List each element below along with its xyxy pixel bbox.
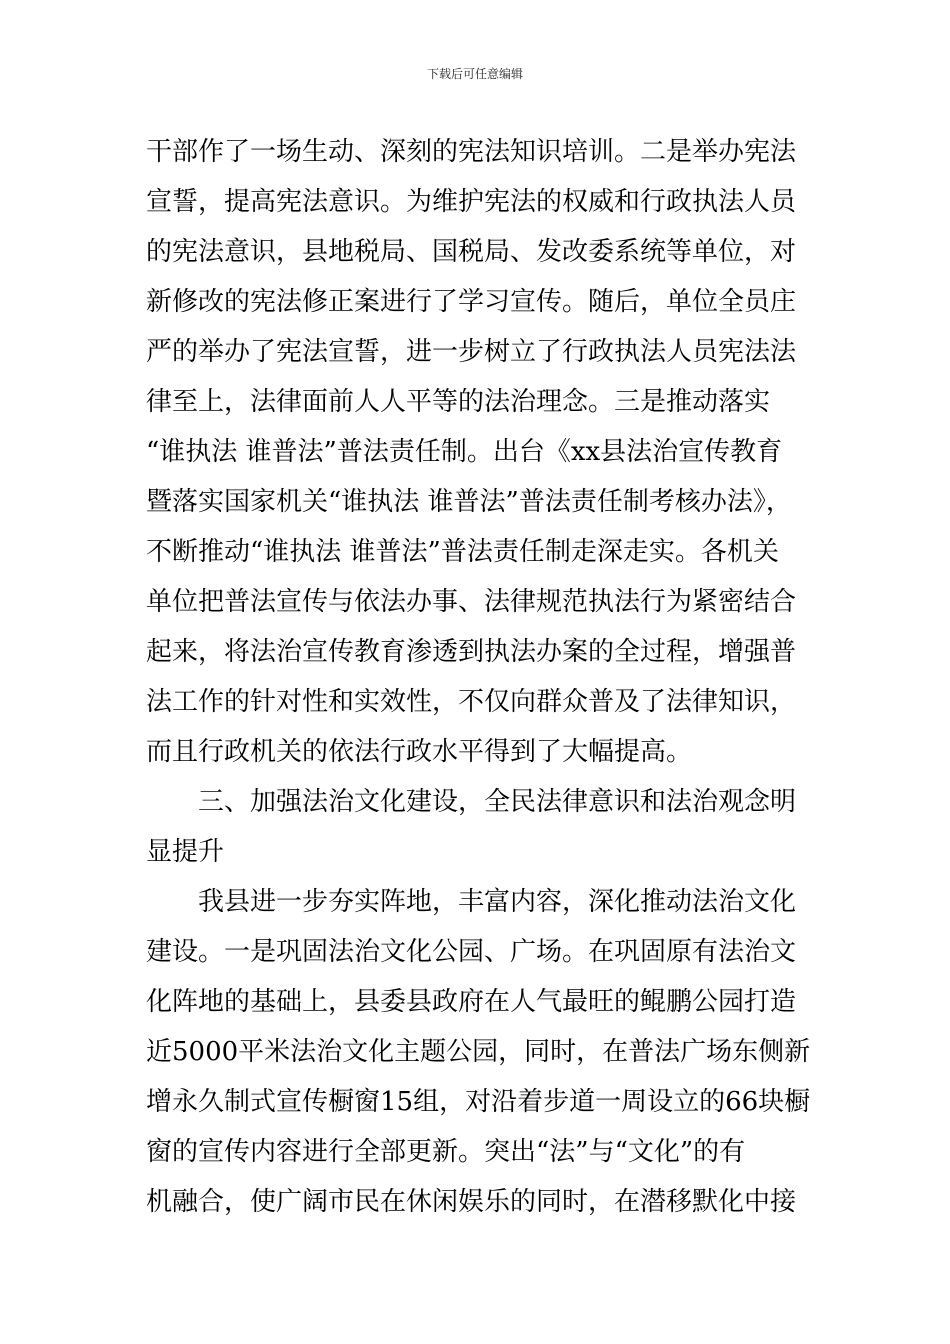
text-line: 宣誓，提高宪法意识。为维护宪法的权威和行政执法人员 [146, 187, 797, 217]
text-line: 不断推动“谁执法 谁普法”普法责任制走深走实。各机关 [146, 537, 779, 567]
text-line: 的宪法意识，县地税局、国税局、发改委系统等单位，对 [146, 237, 797, 267]
text-line: 新修改的宪法修正案进行了学习宣传。随后，单位全员庄 [146, 287, 797, 317]
text-line: 起来，将法治宣传教育渗透到执法办案的全过程，增强普 [146, 637, 797, 667]
text-line: 建设。一是巩固法治文化公园、广场。在巩固原有法治文 [146, 937, 797, 967]
text-line: 化阵地的基础上，县委县政府在人气最旺的鲲鹏公园打造 [146, 987, 797, 1017]
text-line: 增永久制式宣传橱窗15组，对沿着步道一周设立的66块橱 [146, 1087, 811, 1117]
text-line: “谁执法 谁普法”普法责任制。出台《xx县法治宣传教育 [146, 437, 783, 467]
body-text [146, 127, 826, 1227]
section-heading: 三、加强法治文化建设，全民法律意识和法治观念明 [198, 787, 797, 817]
text-line: 律至上，法律面前人人平等的法治理念。三是推动落实 [146, 387, 771, 417]
text-line: 严的举办了宪法宣誓，进一步树立了行政执法人员宪法法 [146, 337, 797, 367]
section-heading-continued: 显提升 [146, 837, 225, 867]
text-line: 近5000平米法治文化主题公园，同时，在普法广场东侧新 [146, 1037, 811, 1067]
text-line: 干部作了一场生动、深刻的宪法知识培训。二是举办宪法 [146, 137, 797, 167]
text-line: 我县进一步夯实阵地，丰富内容，深化推动法治文化 [198, 887, 797, 917]
page-header: 下载后可任意编辑 [426, 67, 523, 81]
text-line: 法工作的针对性和实效性，不仅向群众普及了法律知识， [146, 687, 797, 717]
text-line: 单位把普法宣传与依法办事、法律规范执法行为紧密结合 [146, 587, 797, 617]
text-line: 而且行政机关的依法行政水平得到了大幅提高。 [146, 737, 693, 767]
text-line: 暨落实国家机关“谁执法 谁普法”普法责任制考核办法》， [146, 487, 792, 517]
text-line: 机融合，使广阔市民在休闲娱乐的同时，在潜移默化中接 [146, 1187, 797, 1217]
text-line: 窗的宣传内容进行全部更新。突出“法”与“文化”的有 [146, 1137, 746, 1167]
